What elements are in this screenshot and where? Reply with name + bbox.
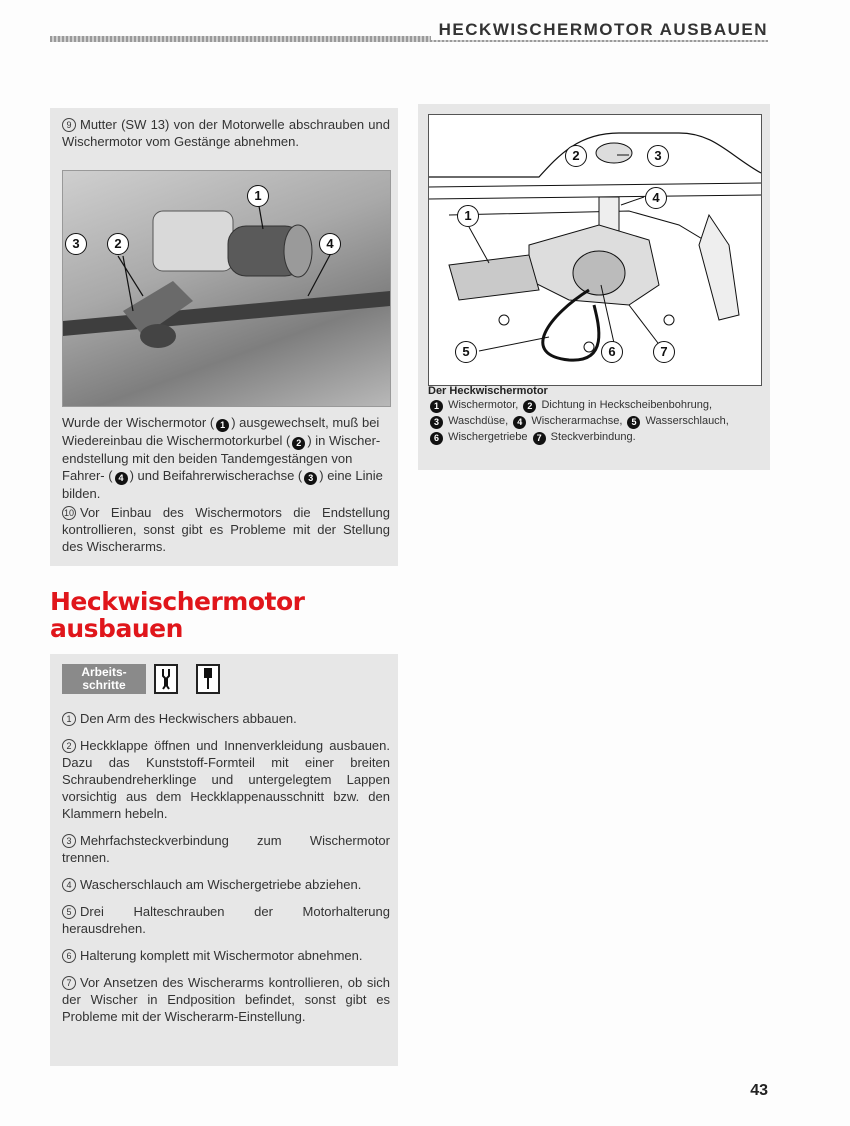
legend-text: Waschdüse, xyxy=(448,415,509,427)
diagram-callout-5: 5 xyxy=(455,341,477,363)
legend-marker: 6 xyxy=(430,432,443,445)
note-text: ) in Wischer-endstellung mit den beiden Tandemgestängen von Fahrer- ( xyxy=(62,433,381,483)
figure-caption xyxy=(428,385,764,445)
step-number: 6 xyxy=(62,949,76,963)
legend-text: Dichtung in Heckscheibenbohrung, xyxy=(541,399,713,411)
step-number: 4 xyxy=(62,878,76,892)
step-number: 10 xyxy=(63,508,74,518)
list-item xyxy=(62,974,390,1025)
note-text: Wurde der Wischermotor ( xyxy=(62,415,215,430)
wrench-tool-icon xyxy=(154,664,178,694)
ref-marker: 1 xyxy=(216,419,229,432)
legend-marker: 4 xyxy=(513,416,526,429)
diagram-callout-1: 1 xyxy=(457,205,479,227)
step-number: 9 xyxy=(62,118,76,132)
caption-legend xyxy=(428,397,764,445)
note-text: ) ausgewechselt, muß bei Wiedereinbau die Wischermotorkurbel ( xyxy=(62,415,380,448)
note-text: ) und Beifahrerwischerachse ( xyxy=(129,468,303,483)
step-text: Halterung komplett mit Wischermotor abnehmen. xyxy=(80,948,363,963)
photo-illustration xyxy=(63,171,390,406)
photo-callout-2: 2 xyxy=(107,233,129,255)
ref-marker: 2 xyxy=(292,437,305,450)
legend-marker: 3 xyxy=(430,416,443,429)
badge-line: schritte xyxy=(82,678,126,692)
step-text: Heckklappe öffnen und Innenverkleidung ausbauen. Dazu das Kunststoff-Formteil mit einer breiten Schraubendreherklinge und untergelegtem Lappen vorsichtig aus dem Heckklappenausschnitt bzw. den Klammern hebeln. xyxy=(62,738,390,821)
step-10 xyxy=(62,504,390,555)
step-number: 5 xyxy=(62,905,76,919)
list-item xyxy=(62,710,390,727)
badge-line: Arbeits- xyxy=(81,665,127,679)
photo-callout-4: 4 xyxy=(319,233,341,255)
step-number: 7 xyxy=(62,976,76,990)
list-item xyxy=(62,903,390,937)
step-text: Mehrfachsteckverbindung zum Wischermotor trennen. xyxy=(62,833,390,865)
diagram-callout-3: 3 xyxy=(647,145,669,167)
wiper-motor-photo xyxy=(62,170,391,407)
page-header-title: HECKWISCHERMOTOR AUSBAUEN xyxy=(431,20,768,40)
work-steps-badge xyxy=(62,664,146,694)
list-item xyxy=(62,876,390,893)
diagram-callout-4: 4 xyxy=(645,187,667,209)
legend-marker: 2 xyxy=(523,400,536,413)
rear-wiper-diagram xyxy=(428,114,762,386)
note-text: ) eine Linie bilden. xyxy=(62,468,383,501)
legend-marker: 1 xyxy=(430,400,443,413)
photo-callout-1: 1 xyxy=(247,185,269,207)
step-number: 1 xyxy=(62,712,76,726)
list-item xyxy=(62,947,390,964)
caption-title: Der Heckwischermotor xyxy=(428,385,548,397)
list-item xyxy=(62,737,390,822)
legend-text: Wischerarmachse, xyxy=(531,415,623,427)
legend-text: Wischergetriebe xyxy=(448,431,528,443)
step-text: Vor Ansetzen des Wischerarms kontrollieren, ob sich der Wischer in Endposition befindet, sonst gibt es Probleme mit der Wischerarm-Einstellung. xyxy=(62,975,390,1024)
legend-marker: 7 xyxy=(533,432,546,445)
section-title-line: ausbauen xyxy=(50,614,183,643)
ref-marker: 3 xyxy=(304,472,317,485)
legend-text: Steckverbindung. xyxy=(550,431,636,443)
step-text: Drei Halteschrauben der Motorhalterung herausdrehen. xyxy=(62,904,390,936)
legend-marker: 5 xyxy=(627,416,640,429)
list-item xyxy=(62,832,390,866)
step-number: 2 xyxy=(62,739,76,753)
screwdriver-tool-icon xyxy=(196,664,220,694)
step-number: 3 xyxy=(62,834,76,848)
step-text: Wascherschlauch am Wischergetriebe abziehen. xyxy=(80,877,362,892)
page-number: 43 xyxy=(750,1082,768,1099)
step-text: Den Arm des Heckwischers abbauen. xyxy=(80,711,297,726)
legend-text: Wasserschlauch, xyxy=(645,415,729,427)
diagram-callout-7: 7 xyxy=(653,341,675,363)
section-title xyxy=(50,588,304,642)
ref-marker: 4 xyxy=(115,472,128,485)
section-title-line: Heckwischermotor xyxy=(50,587,305,616)
legend-text: Wischermotor, xyxy=(448,399,519,411)
diagram-callout-2: 2 xyxy=(565,145,587,167)
diagram-drawing xyxy=(429,115,761,385)
step-text: Vor Einbau des Wischermotors die Endstellung kontrollieren, sonst gibt es Probleme mit der Stellung des Wischerarms. xyxy=(62,505,390,554)
step-text: Mutter (SW 13) von der Motorwelle abschrauben und Wischermotor vom Gestänge abnehmen. xyxy=(62,117,390,149)
diagram-callout-6: 6 xyxy=(601,341,623,363)
steps-list xyxy=(62,710,390,1025)
motor-replacement-note xyxy=(62,414,390,502)
photo-callout-3: 3 xyxy=(65,233,87,255)
step-9 xyxy=(62,116,390,150)
